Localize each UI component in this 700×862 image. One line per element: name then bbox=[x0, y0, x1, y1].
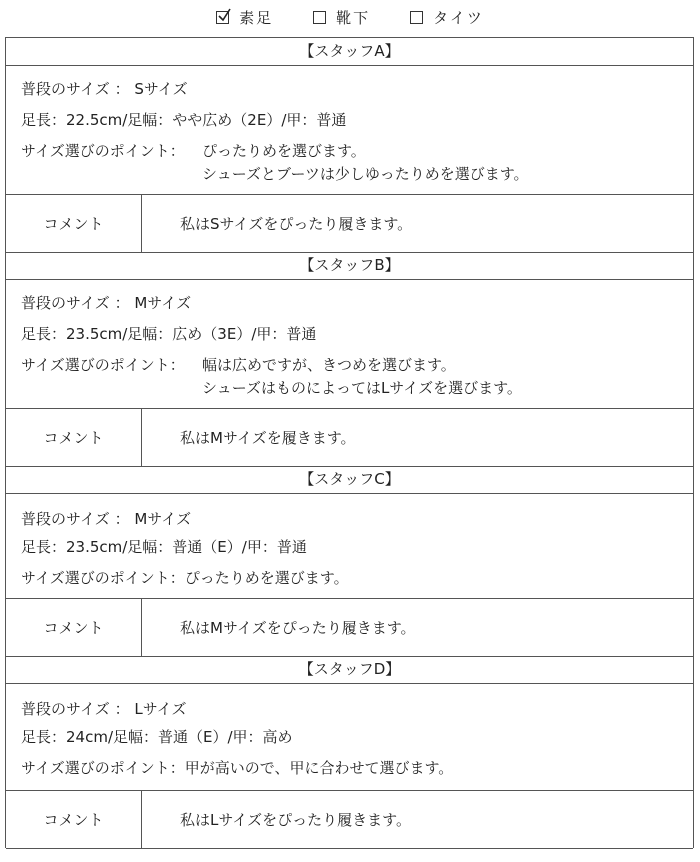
checkbox-unchecked-icon[interactable] bbox=[313, 11, 326, 24]
sock-type-legend bbox=[0, 6, 700, 28]
comment-label: コメント bbox=[6, 409, 142, 466]
usual-size: 普段のサイズ ： Sサイズ bbox=[21, 80, 188, 98]
comment-text: 私はSサイズをぴったり履きます。 bbox=[180, 215, 413, 233]
staff-c-section bbox=[6, 466, 693, 657]
checkbox-unchecked-icon[interactable] bbox=[410, 11, 423, 24]
legend-label: タイツ bbox=[433, 8, 484, 27]
staff-size-table bbox=[5, 37, 694, 848]
size-point: サイズ選びのポイント：甲が高いので、甲に合わせて選びます。 bbox=[21, 759, 454, 777]
legend-label: 靴下 bbox=[336, 8, 371, 27]
checkbox-checked-icon[interactable] bbox=[216, 11, 229, 24]
foot-measure: 足長：24cm/足幅：普通（E）/甲：高め bbox=[21, 728, 293, 746]
comment-text: 私はMサイズをぴったり履きます。 bbox=[180, 619, 416, 637]
comment-label: コメント bbox=[6, 195, 142, 252]
size-point-line: ぴったりめを選びます。 bbox=[202, 142, 366, 160]
size-point-line: シューズとブーツは少しゆったりめを選びます。 bbox=[202, 165, 529, 183]
comment-row bbox=[6, 599, 693, 657]
legend-barefoot[interactable] bbox=[216, 7, 273, 28]
comment-text: 私はLサイズをぴったり履きます。 bbox=[180, 811, 411, 829]
staff-header: 【スタッフA】 bbox=[6, 38, 693, 66]
staff-a-section bbox=[6, 38, 693, 253]
size-point-line: シューズはものによってはLサイズを選びます。 bbox=[202, 379, 522, 397]
staff-header: 【スタッフB】 bbox=[6, 252, 693, 280]
comment-row bbox=[6, 409, 693, 467]
legend-socks[interactable] bbox=[313, 7, 370, 28]
comment-label: コメント bbox=[6, 791, 142, 848]
usual-size: 普段のサイズ ： Lサイズ bbox=[21, 700, 187, 718]
usual-size: 普段のサイズ ： Mサイズ bbox=[21, 294, 192, 312]
size-point-label: サイズ選びのポイント： bbox=[21, 356, 185, 374]
staff-info bbox=[6, 494, 693, 599]
legend-tights[interactable] bbox=[410, 7, 484, 28]
foot-measure: 足長：22.5cm/足幅：やや広め（2E）/甲：普通 bbox=[21, 111, 347, 129]
legend-label: 素足 bbox=[239, 8, 274, 27]
staff-header: 【スタッフD】 bbox=[6, 656, 693, 684]
staff-info bbox=[6, 684, 693, 791]
comment-row bbox=[6, 791, 693, 849]
size-point: サイズ選びのポイント：ぴったりめを選びます。 bbox=[21, 569, 349, 587]
usual-size: 普段のサイズ ： Mサイズ bbox=[21, 510, 192, 528]
staff-header: 【スタッフC】 bbox=[6, 466, 693, 494]
foot-measure: 足長：23.5cm/足幅：広め（3E）/甲：普通 bbox=[21, 325, 317, 343]
comment-text: 私はMサイズを履きます。 bbox=[180, 429, 356, 447]
staff-info bbox=[6, 280, 693, 409]
comment-row bbox=[6, 195, 693, 253]
staff-info bbox=[6, 66, 693, 195]
size-point-label: サイズ選びのポイント： bbox=[21, 142, 185, 160]
staff-d-section bbox=[6, 656, 693, 849]
staff-b-section bbox=[6, 252, 693, 467]
size-point-line: 幅は広めですが、きつめを選びます。 bbox=[202, 356, 456, 374]
foot-measure: 足長：23.5cm/足幅：普通（E）/甲：普通 bbox=[21, 538, 307, 556]
comment-label: コメント bbox=[6, 599, 142, 656]
